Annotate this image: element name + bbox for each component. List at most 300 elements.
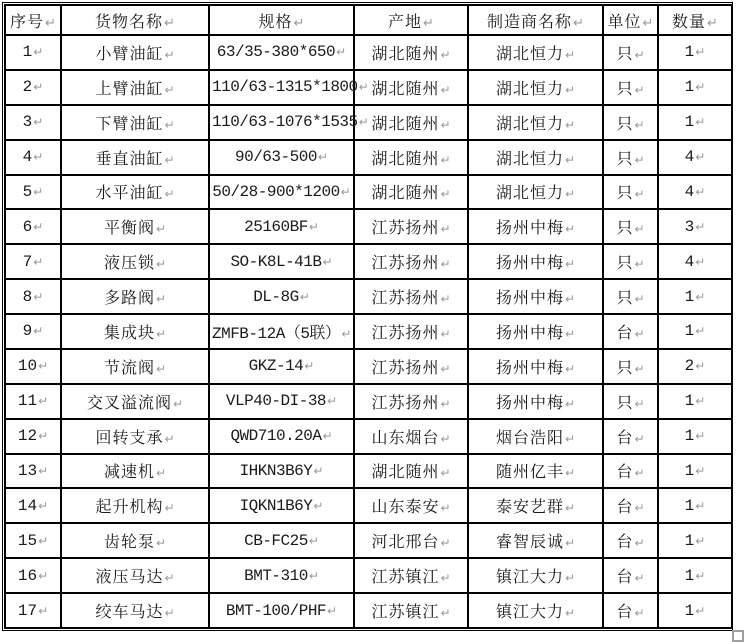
paragraph-mark-icon: ↵ <box>440 152 451 167</box>
cell-text: 2 <box>684 357 695 376</box>
paragraph-mark-icon: ↵ <box>313 463 324 478</box>
cell-spec[interactable] <box>209 175 354 210</box>
cell-text: 江苏扬州 <box>371 255 440 273</box>
paragraph-mark-icon: ↵ <box>564 152 576 167</box>
paragraph-mark-icon: ↵ <box>634 82 645 97</box>
cell-unit[interactable] <box>603 454 658 489</box>
header-cell-unit[interactable] <box>603 5 658 35</box>
paragraph-mark-icon: ↵ <box>322 254 333 269</box>
paragraph-mark-icon: ↵ <box>707 15 718 31</box>
paragraph-mark-icon: ↵ <box>695 498 706 513</box>
cell-text: 1 <box>684 392 695 411</box>
cell-text: 扬州中梅 <box>495 359 564 377</box>
paragraph-mark-icon: ↵ <box>33 289 44 304</box>
paragraph-mark-icon: ↵ <box>642 15 654 31</box>
goods-table-frame <box>2 2 733 631</box>
paragraph-mark-icon: ↵ <box>33 150 44 165</box>
header-cell-spec[interactable] <box>209 5 354 35</box>
paragraph-mark-icon: ↵ <box>440 82 451 97</box>
cell-text: 只 <box>616 394 634 412</box>
paragraph-mark-icon: ↵ <box>440 222 451 237</box>
paragraph-mark-icon: ↵ <box>38 533 49 548</box>
cell-no[interactable] <box>5 140 61 175</box>
paragraph-mark-icon: ↵ <box>564 431 576 446</box>
cell-name[interactable] <box>61 209 209 244</box>
paragraph-mark-icon: ↵ <box>440 117 451 132</box>
paragraph-mark-icon: ↵ <box>33 184 44 199</box>
cell-spec[interactable] <box>209 593 354 628</box>
cell-text: 小臂油缸 <box>95 45 164 63</box>
cell-unit[interactable] <box>603 175 658 210</box>
cell-text: 下臂油缸 <box>95 115 164 133</box>
cell-text: 江苏扬州 <box>371 324 440 342</box>
cell-text: 16 <box>17 566 38 585</box>
cell-origin[interactable] <box>354 419 468 454</box>
cell-text: 63/35-380*650 <box>216 43 336 62</box>
cell-unit[interactable] <box>603 279 658 314</box>
cell-text: 湖北恒力 <box>495 115 564 133</box>
cell-name[interactable] <box>61 384 209 419</box>
paragraph-mark-icon: ↵ <box>695 359 706 374</box>
paragraph-mark-icon: ↵ <box>33 254 44 269</box>
header-text: 单位 <box>607 13 642 31</box>
paragraph-mark-icon: ↵ <box>313 498 324 513</box>
paragraph-mark-icon: ↵ <box>440 187 451 202</box>
cell-qty[interactable] <box>658 35 732 70</box>
table-row <box>5 244 732 279</box>
cell-text: 江苏扬州 <box>371 290 440 308</box>
paragraph-mark-icon: ↵ <box>564 117 576 132</box>
cell-no[interactable] <box>5 279 61 314</box>
table-row <box>5 523 732 558</box>
cell-no[interactable] <box>5 70 61 105</box>
paragraph-mark-icon: ↵ <box>695 254 706 269</box>
paragraph-mark-icon: ↵ <box>695 533 706 548</box>
cell-text: 湖北恒力 <box>495 45 564 63</box>
cell-text: 1 <box>684 113 695 132</box>
cell-name[interactable] <box>61 523 209 558</box>
cell-text: 1 <box>684 78 695 97</box>
cell-text: 泰安艺群 <box>495 499 564 517</box>
cell-text: 湖北随州 <box>371 115 440 133</box>
cell-unit[interactable] <box>603 523 658 558</box>
cell-origin[interactable] <box>354 105 468 140</box>
cell-name[interactable] <box>61 314 209 349</box>
cell-manufacturer[interactable] <box>468 175 603 210</box>
header-text: 产地 <box>388 13 423 31</box>
cell-text: 集成块 <box>103 324 155 342</box>
cell-text: 只 <box>616 255 634 273</box>
cell-spec[interactable] <box>209 558 354 593</box>
cell-text: 扬州中梅 <box>495 324 564 342</box>
paragraph-mark-icon: ↵ <box>38 463 49 478</box>
cell-unit[interactable] <box>603 558 658 593</box>
cell-text: 江苏扬州 <box>371 394 440 412</box>
paragraph-mark-icon: ↵ <box>33 45 44 60</box>
cell-qty[interactable] <box>658 558 732 593</box>
table-row <box>5 279 732 314</box>
cell-text: 垂直油缸 <box>95 150 164 168</box>
cell-unit[interactable] <box>603 244 658 279</box>
cell-unit[interactable] <box>603 70 658 105</box>
cell-text: 6 <box>22 217 33 236</box>
cell-text: 扬州中梅 <box>495 290 564 308</box>
cell-manufacturer[interactable] <box>468 488 603 523</box>
cell-manufacturer[interactable] <box>468 558 603 593</box>
paragraph-mark-icon: ↵ <box>564 47 576 62</box>
cell-manufacturer[interactable] <box>468 384 603 419</box>
cell-spec[interactable] <box>209 209 354 244</box>
paragraph-mark-icon: ↵ <box>564 187 576 202</box>
cell-no[interactable] <box>5 384 61 419</box>
cell-text: BMT-310 <box>244 566 308 585</box>
table-resize-handle[interactable] <box>732 630 744 642</box>
cell-text: 1 <box>22 43 33 62</box>
paragraph-mark-icon: ↵ <box>440 47 451 62</box>
paragraph-mark-icon: ↵ <box>634 47 645 62</box>
cell-origin[interactable] <box>354 384 468 419</box>
cell-text: 3 <box>684 217 695 236</box>
cell-qty[interactable] <box>658 384 732 419</box>
paragraph-mark-icon: ↵ <box>327 394 338 409</box>
cell-unit[interactable] <box>603 314 658 349</box>
paragraph-mark-icon: ↵ <box>164 571 175 586</box>
cell-origin[interactable] <box>354 175 468 210</box>
cell-origin[interactable] <box>354 35 468 70</box>
cell-text: 山东泰安 <box>371 499 440 517</box>
cell-qty[interactable] <box>658 349 732 384</box>
cell-text: 烟台浩阳 <box>495 429 564 447</box>
table-row <box>5 488 732 523</box>
cell-text: 10 <box>17 357 38 376</box>
cell-unit[interactable] <box>603 419 658 454</box>
cell-no[interactable] <box>5 244 61 279</box>
cell-no[interactable] <box>5 454 61 489</box>
paragraph-mark-icon: ↵ <box>164 152 175 167</box>
cell-text: 江苏镇江 <box>371 569 440 587</box>
cell-qty[interactable] <box>658 593 732 628</box>
paragraph-mark-icon: ↵ <box>440 361 451 376</box>
cell-text: 14 <box>17 496 38 515</box>
paragraph-mark-icon: ↵ <box>564 606 576 620</box>
paragraph-mark-icon: ↵ <box>440 466 451 481</box>
paragraph-mark-icon: ↵ <box>573 15 584 31</box>
paragraph-mark-icon: ↵ <box>440 606 451 620</box>
cell-spec[interactable] <box>209 70 369 105</box>
cell-text: 台 <box>616 429 634 447</box>
cell-manufacturer[interactable] <box>468 209 603 244</box>
paragraph-mark-icon: ↵ <box>564 292 576 307</box>
cell-text: 湖北恒力 <box>495 80 564 98</box>
table-body <box>5 35 732 628</box>
paragraph-mark-icon: ↵ <box>634 152 645 167</box>
cell-spec[interactable] <box>209 279 354 314</box>
header-cell-qty[interactable] <box>658 5 732 35</box>
cell-text: 随州亿丰 <box>495 464 564 482</box>
cell-text: 湖北恒力 <box>495 185 564 203</box>
cell-no[interactable] <box>5 419 61 454</box>
cell-name[interactable] <box>61 35 209 70</box>
cell-name[interactable] <box>61 140 209 175</box>
paragraph-mark-icon: ↵ <box>164 187 175 202</box>
paragraph-mark-icon: ↵ <box>38 429 49 444</box>
cell-text: 上臂油缸 <box>95 80 164 98</box>
cell-text: 扬州中梅 <box>495 220 564 238</box>
paragraph-mark-icon: ↵ <box>634 536 645 551</box>
cell-qty[interactable] <box>658 454 732 489</box>
table-row <box>5 105 732 140</box>
cell-text: 江苏镇江 <box>371 604 440 621</box>
paragraph-mark-icon: ↵ <box>304 359 315 374</box>
cell-no[interactable] <box>5 488 61 523</box>
paragraph-mark-icon: ↵ <box>155 536 167 551</box>
paragraph-mark-icon: ↵ <box>33 324 44 339</box>
cell-text: 1 <box>684 43 695 62</box>
cell-text: 齿轮泵 <box>103 534 155 552</box>
cell-qty[interactable] <box>658 70 732 105</box>
cell-manufacturer[interactable] <box>468 140 603 175</box>
goods-table <box>4 4 733 629</box>
header-text: 序号 <box>10 13 45 31</box>
cell-qty[interactable] <box>658 140 732 175</box>
paragraph-mark-icon: ↵ <box>695 394 706 409</box>
cell-text: 只 <box>616 359 634 377</box>
cell-no[interactable] <box>5 558 61 593</box>
cell-qty[interactable] <box>658 209 732 244</box>
cell-origin[interactable] <box>354 454 468 489</box>
cell-text: 台 <box>616 569 634 587</box>
paragraph-mark-icon: ↵ <box>440 501 451 516</box>
cell-text: 台 <box>616 499 634 517</box>
cell-origin[interactable] <box>354 70 468 105</box>
cell-name[interactable] <box>61 244 209 279</box>
cell-manufacturer[interactable] <box>468 314 603 349</box>
paragraph-mark-icon: ↵ <box>322 429 333 444</box>
table-row <box>5 314 732 349</box>
cell-name[interactable] <box>61 105 209 140</box>
paragraph-mark-icon: ↵ <box>634 187 645 202</box>
cell-manufacturer[interactable] <box>468 523 603 558</box>
paragraph-mark-icon: ↵ <box>564 466 576 481</box>
cell-spec[interactable] <box>209 35 354 70</box>
cell-text: SO-K8L-41B <box>230 252 322 271</box>
header-cell-origin[interactable] <box>354 5 468 35</box>
cell-origin[interactable] <box>354 349 468 384</box>
header-cell-name[interactable] <box>61 5 209 35</box>
cell-manufacturer[interactable] <box>468 279 603 314</box>
cell-text: 睿智辰诚 <box>495 534 564 552</box>
cell-qty[interactable] <box>658 419 732 454</box>
table-row <box>5 70 732 105</box>
cell-unit[interactable] <box>603 209 658 244</box>
cell-unit[interactable] <box>603 35 658 70</box>
cell-text: 90/63-500 <box>235 148 317 167</box>
paragraph-mark-icon: ↵ <box>164 15 175 31</box>
cell-unit[interactable] <box>603 140 658 175</box>
paragraph-mark-icon: ↵ <box>38 394 49 409</box>
paragraph-mark-icon: ↵ <box>695 603 706 618</box>
cell-manufacturer[interactable] <box>468 593 603 628</box>
cell-text: 河北邢台 <box>371 534 440 552</box>
paragraph-mark-icon: ↵ <box>358 80 369 95</box>
cell-no[interactable] <box>5 349 61 384</box>
cell-text: 15 <box>17 531 38 550</box>
cell-spec[interactable] <box>209 419 354 454</box>
cell-origin[interactable] <box>354 244 468 279</box>
paragraph-mark-icon: ↵ <box>155 292 167 307</box>
paragraph-mark-icon: ↵ <box>308 219 319 234</box>
paragraph-mark-icon: ↵ <box>634 501 645 516</box>
cell-no[interactable] <box>5 314 61 349</box>
cell-manufacturer[interactable] <box>468 105 603 140</box>
header-text: 规格 <box>258 13 293 31</box>
cell-spec[interactable] <box>209 384 354 419</box>
cell-qty[interactable] <box>658 175 732 210</box>
cell-qty[interactable] <box>658 105 732 140</box>
paragraph-mark-icon: ↵ <box>564 536 576 551</box>
cell-no[interactable] <box>5 175 61 210</box>
cell-text: 台 <box>616 534 634 552</box>
cell-text: 只 <box>616 45 634 63</box>
cell-text: 9 <box>22 322 33 341</box>
cell-qty[interactable] <box>658 314 732 349</box>
paragraph-mark-icon: ↵ <box>155 222 167 237</box>
cell-name[interactable] <box>61 70 209 105</box>
cell-text: 1 <box>684 322 695 341</box>
cell-text: 1 <box>684 427 695 446</box>
paragraph-mark-icon: ↵ <box>164 606 175 620</box>
paragraph-mark-icon: ↵ <box>440 257 451 272</box>
cell-origin[interactable] <box>354 488 468 523</box>
cell-spec[interactable] <box>209 314 354 349</box>
paragraph-mark-icon: ↵ <box>155 326 167 341</box>
cell-text: 绞车马达 <box>95 604 164 621</box>
paragraph-mark-icon: ↵ <box>164 431 175 446</box>
paragraph-mark-icon: ↵ <box>634 431 645 446</box>
cell-text: 江苏扬州 <box>371 359 440 377</box>
cell-text: 110/63-1076*1535 <box>212 113 358 132</box>
cell-text: 13 <box>17 461 38 480</box>
cell-no[interactable] <box>5 523 61 558</box>
paragraph-mark-icon: ↵ <box>308 533 319 548</box>
cell-qty[interactable] <box>658 244 732 279</box>
cell-text: VLP40-DI-38 <box>225 392 327 411</box>
cell-text: 11 <box>17 392 38 411</box>
cell-origin[interactable] <box>354 209 468 244</box>
cell-text: 只 <box>616 150 634 168</box>
cell-unit[interactable] <box>603 105 658 140</box>
cell-name[interactable] <box>61 454 209 489</box>
cell-text: 液压锁 <box>103 255 155 273</box>
cell-text: 8 <box>22 287 33 306</box>
paragraph-mark-icon: ↵ <box>155 361 167 376</box>
paragraph-mark-icon: ↵ <box>358 115 369 130</box>
cell-origin[interactable] <box>354 593 468 628</box>
paragraph-mark-icon: ↵ <box>634 292 645 307</box>
cell-text: 湖北随州 <box>371 464 440 482</box>
cell-text: 湖北随州 <box>371 150 440 168</box>
cell-name[interactable] <box>61 419 209 454</box>
cell-spec[interactable] <box>209 244 354 279</box>
cell-text: 湖北随州 <box>371 185 440 203</box>
cell-spec[interactable] <box>209 105 369 140</box>
header-cell-manufacturer[interactable] <box>468 5 603 35</box>
header-text: 货物名称 <box>95 13 164 31</box>
cell-origin[interactable] <box>354 558 468 593</box>
cell-unit[interactable] <box>603 349 658 384</box>
cell-qty[interactable] <box>658 488 732 523</box>
paragraph-mark-icon: ↵ <box>164 47 175 62</box>
paragraph-mark-icon: ↵ <box>33 219 44 234</box>
cell-name[interactable] <box>61 488 209 523</box>
cell-name[interactable] <box>61 558 209 593</box>
cell-name[interactable] <box>61 175 209 210</box>
cell-origin[interactable] <box>354 314 468 349</box>
cell-text: 台 <box>616 604 634 621</box>
cell-text: 1 <box>684 531 695 550</box>
cell-manufacturer[interactable] <box>468 419 603 454</box>
cell-no[interactable] <box>5 593 61 628</box>
cell-no[interactable] <box>5 105 61 140</box>
cell-text: DL-8G <box>253 287 299 306</box>
cell-unit[interactable] <box>603 488 658 523</box>
cell-manufacturer[interactable] <box>468 454 603 489</box>
paragraph-mark-icon: ↵ <box>695 45 706 60</box>
cell-manufacturer[interactable] <box>468 349 603 384</box>
cell-text: 只 <box>616 80 634 98</box>
table-row <box>5 349 732 384</box>
cell-origin[interactable] <box>354 279 468 314</box>
paragraph-mark-icon: ↵ <box>33 115 44 130</box>
cell-name[interactable] <box>61 279 209 314</box>
cell-spec[interactable] <box>209 454 354 489</box>
cell-spec[interactable] <box>209 523 354 558</box>
cell-manufacturer[interactable] <box>468 244 603 279</box>
table-row <box>5 175 732 210</box>
cell-no[interactable] <box>5 35 61 70</box>
header-cell-no[interactable] <box>5 5 61 35</box>
cell-text: 江苏扬州 <box>371 220 440 238</box>
paragraph-mark-icon: ↵ <box>33 80 44 95</box>
cell-manufacturer[interactable] <box>468 70 603 105</box>
cell-text: 12 <box>17 427 38 446</box>
cell-text: 湖北恒力 <box>495 150 564 168</box>
cell-manufacturer[interactable] <box>468 35 603 70</box>
cell-text: 4 <box>684 252 695 271</box>
cell-origin[interactable] <box>354 140 468 175</box>
cell-text: 镇江大力 <box>495 604 564 621</box>
cell-spec[interactable] <box>209 488 354 523</box>
cell-name[interactable] <box>61 349 209 384</box>
cell-unit[interactable] <box>603 384 658 419</box>
paragraph-mark-icon: ↵ <box>695 115 706 130</box>
paragraph-mark-icon: ↵ <box>164 117 175 132</box>
cell-qty[interactable] <box>658 523 732 558</box>
cell-unit[interactable] <box>603 593 658 628</box>
cell-text: 只 <box>616 115 634 133</box>
cell-text: 扬州中梅 <box>495 255 564 273</box>
cell-name[interactable] <box>61 593 209 628</box>
cell-spec[interactable] <box>209 349 354 384</box>
paragraph-mark-icon: ↵ <box>440 326 451 341</box>
paragraph-mark-icon: ↵ <box>440 292 451 307</box>
cell-qty[interactable] <box>658 279 732 314</box>
cell-text: 台 <box>616 324 634 342</box>
cell-spec[interactable] <box>209 140 354 175</box>
cell-no[interactable] <box>5 209 61 244</box>
paragraph-mark-icon: ↵ <box>695 184 706 199</box>
cell-origin[interactable] <box>354 523 468 558</box>
